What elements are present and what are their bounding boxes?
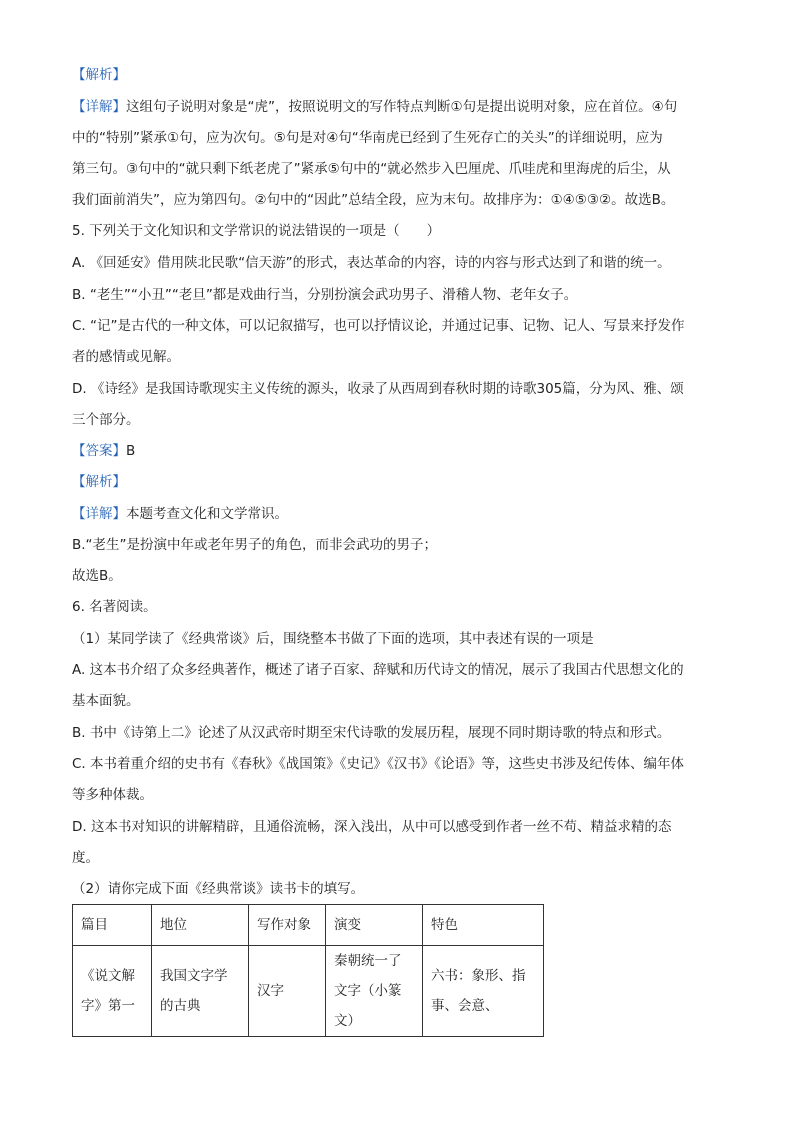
choose-line: 故选B。	[72, 568, 122, 584]
header-cell: 演变	[326, 905, 423, 946]
option-a-6-cont: 基本面貌。	[72, 693, 140, 709]
table-cell: 《说文解字》第一	[73, 946, 152, 1037]
line-1	[72, 66, 732, 84]
option-c-6: C. 本书着重介绍的史书有《春秋》《战国策》《史记》《汉书》《论语》等，这些史书涉及纪传体、编年体	[72, 756, 685, 772]
table-header-row	[73, 905, 544, 946]
header-cell: 特色	[423, 905, 544, 946]
header-cell: 写作对象	[249, 905, 326, 946]
table-row	[73, 946, 544, 1037]
sub-question-2: （2）请你完成下面《经典常谈》读书卡的填写。	[72, 881, 365, 897]
detail-tag: 【详解】	[72, 506, 126, 522]
question-5: 5. 下列关于文化知识和文学常识的说法错误的一项是（ ）	[72, 223, 441, 239]
option-c-6-cont: 等多种体裁。	[72, 787, 153, 803]
detail-tag: 【详解】	[72, 99, 126, 115]
option-b-6: B. 书中《诗第上二》论述了从汉武帝时期至宋代诗歌的发展历程，展现不同时期诗歌的特点和形式。	[72, 725, 671, 741]
option-a: A. 《回延安》借用陕北民歌“信天游”的形式，表达革命的内容，诗的内容与形式达到了和谐的统一。	[72, 255, 671, 271]
line-2: 【详解】这组句子说明对象是“虎”，按照说明文的写作特点判断①句是提出说明对象，应在首位。④句	[72, 99, 678, 115]
reading-card-table	[72, 904, 544, 1037]
table-cell: 秦朝统一了文字（小篆文）	[326, 946, 423, 1037]
answer-tag: 【答案】	[72, 443, 126, 459]
table-cell: 汉字	[249, 946, 326, 1037]
explain-line: B.“老生”是扮演中年或老年男子的角色，而非会武功的男子；	[72, 537, 438, 553]
question-6: 6. 名著阅读。	[72, 599, 157, 615]
option-a-6: A. 这本书介绍了众多经典著作，概述了诸子百家、辞赋和历代诗文的情况，展示了我国古代思想文化的	[72, 662, 684, 678]
option-d-6-cont: 度。	[72, 850, 99, 866]
line-5: 我们面前消失”，应为第四句。②句中的“因此”总结全段，应为末句。故排序为：①④⑤③②。故选B。	[72, 192, 675, 208]
answer-line: 【答案】B	[72, 443, 136, 459]
option-c: C. “记”是古代的一种文体，可以记叙描写，也可以抒情议论，并通过记事、记物、记人、写景来抒发作	[72, 318, 685, 334]
detail-line: 【详解】本题考查文化和文学常识。	[72, 506, 288, 522]
header-cell: 地位	[152, 905, 249, 946]
option-c-cont: 者的感情或见解。	[72, 349, 180, 365]
analysis-tag: 【解析】	[72, 474, 126, 490]
option-b: B. “老生”“小丑”“老旦”都是戏曲行当，分别扮演会武功男子、滑稽人物、老年女子。	[72, 287, 578, 303]
option-d-6: D. 这本书对知识的讲解精辟，且通俗流畅，深入浅出，从中可以感受到作者一丝不苟、精益求精的态	[72, 819, 672, 835]
line-4: 第三句。③句中的“就只剩下纸老虎了”紧承⑤句中的“就必然步入巴厘虎、爪哇虎和里海虎的后尘，从	[72, 161, 671, 177]
table-cell: 六书：象形、指事、会意、	[423, 946, 544, 1037]
sub-question-1: （1）某同学读了《经典常谈》后，围绕整本书做了下面的选项，其中表述有误的一项是	[72, 631, 594, 647]
option-d: D. 《诗经》是我国诗歌现实主义传统的源头，收录了从西周到春秋时期的诗歌305篇，分为风、雅、颂	[72, 381, 684, 397]
option-d-cont: 三个部分。	[72, 412, 140, 428]
analysis-tag: 【解析】	[72, 67, 126, 83]
table-cell: 我国文字学的古典	[152, 946, 249, 1037]
analysis-line	[72, 473, 732, 491]
header-cell: 篇目	[73, 905, 152, 946]
line-3: 中的“特别”紧承①句，应为次句。⑤句是对④句“华南虎已经到了生死存亡的关头”的详细说明，应为	[72, 130, 663, 146]
